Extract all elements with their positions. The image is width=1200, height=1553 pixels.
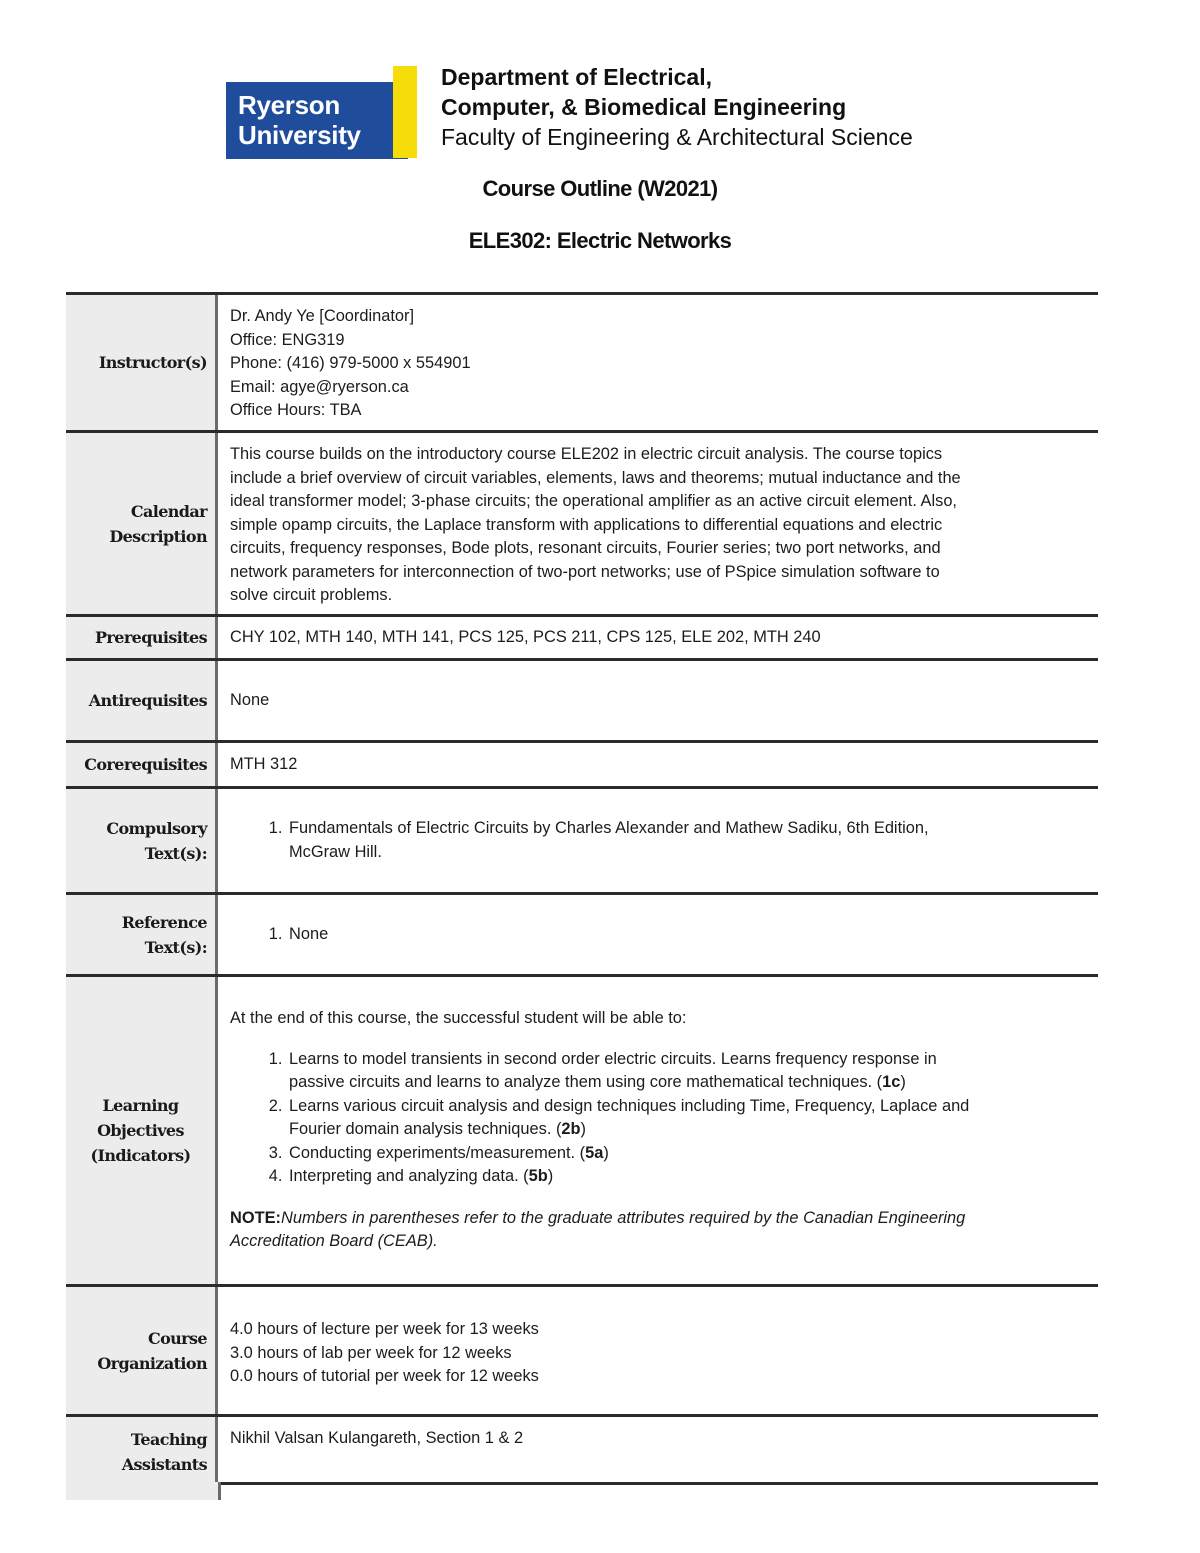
calendar-line: ideal transformer model; 3-phase circuits; the operational amplifier as an active circuit element. Also, bbox=[230, 492, 957, 510]
dept-line-1: Department of Electrical, bbox=[441, 64, 712, 90]
compulsory-label-2: Text(s): bbox=[144, 843, 207, 863]
antirequisites-label: Antirequisites bbox=[66, 661, 218, 740]
reference-list bbox=[230, 923, 1086, 947]
organization-label bbox=[66, 1287, 218, 1414]
row-prerequisites bbox=[66, 614, 1098, 658]
objective-close: ) bbox=[603, 1143, 609, 1162]
organization-label-1: Course bbox=[147, 1328, 207, 1348]
calendar-line: simple opamp circuits, the Laplace transform with applications to differential equations and electric bbox=[230, 515, 943, 534]
objective-close: ) bbox=[580, 1120, 587, 1138]
objectives-label-3: (Indicators) bbox=[90, 1146, 191, 1165]
objective-text: Conducting experiments/measurement. ( bbox=[289, 1143, 586, 1162]
objective-line bbox=[289, 1165, 1086, 1189]
calendar-line: circuits, frequency responses, Bode plots, resonant circuits, Fourier series; two port networks, and bbox=[230, 539, 941, 557]
calendar-label-2: Description bbox=[109, 526, 207, 546]
list-item bbox=[287, 1048, 1086, 1095]
assistants-label-2: Assistants bbox=[121, 1455, 207, 1474]
compulsory-item-line-2: McGraw Hill. bbox=[289, 842, 382, 861]
organization-line: 3.0 hours of lab per week for 12 weeks bbox=[230, 1343, 512, 1362]
note-text: Numbers in parentheses refer to the graduate attributes required by the Canadian Engineering bbox=[281, 1208, 966, 1227]
row-calendar-description bbox=[66, 430, 1098, 614]
row-course-organization bbox=[66, 1284, 1098, 1414]
reference-label-1: Reference bbox=[121, 912, 207, 932]
calendar-line: include a brief overview of circuit variables, elements, laws and theorems; mutual inductance and the bbox=[230, 468, 961, 487]
row-reference-texts bbox=[66, 892, 1098, 974]
note-label: NOTE: bbox=[230, 1208, 281, 1227]
logo-yellow-bar bbox=[393, 66, 417, 158]
compulsory-value bbox=[218, 789, 1098, 892]
objectives-intro: At the end of this course, the successful student will be able to: bbox=[230, 1009, 687, 1027]
objective-line bbox=[289, 1142, 1086, 1166]
assistants-label bbox=[66, 1417, 218, 1482]
instructor-line: Dr. Andy Ye [Coordinator] bbox=[230, 307, 415, 325]
objective-line bbox=[289, 1118, 1086, 1142]
corequisites-label: Corerequisites bbox=[66, 743, 218, 786]
prerequisites-value: CHY 102, MTH 140, MTH 141, PCS 125, PCS 211, CPS 125, ELE 202, MTH 240 bbox=[230, 627, 821, 646]
calendar-label bbox=[66, 433, 218, 614]
list-item bbox=[287, 1165, 1086, 1189]
list-item bbox=[287, 1142, 1086, 1166]
instructor-line: Phone: (416) 979-5000 x 554901 bbox=[230, 354, 471, 372]
next-row-divider bbox=[218, 1482, 221, 1500]
reference-label-2: Text(s): bbox=[144, 937, 207, 957]
dept-line-2: Computer, & Biomedical Engineering bbox=[441, 94, 847, 120]
corequisites-value: MTH 312 bbox=[230, 754, 298, 773]
objectives-value bbox=[218, 977, 1098, 1284]
course-outline-table bbox=[66, 292, 1098, 1485]
row-instructor bbox=[66, 292, 1098, 430]
objective-close: ) bbox=[547, 1167, 554, 1185]
logo-line-1: Ryerson bbox=[238, 90, 340, 120]
instructor-line: Email: agye@ryerson.ca bbox=[230, 377, 409, 396]
organization-label-2: Organization bbox=[97, 1353, 207, 1373]
note-line-2 bbox=[230, 1230, 1086, 1254]
row-compulsory-texts bbox=[66, 786, 1098, 892]
compulsory-label bbox=[66, 789, 218, 892]
objective-close: ) bbox=[900, 1073, 906, 1091]
list-item bbox=[287, 817, 1086, 864]
calendar-line: network parameters for interconnection of two-port networks; use of PSpice simulation software to bbox=[230, 562, 940, 581]
calendar-line: solve circuit problems. bbox=[230, 586, 393, 604]
course-title: ELE302: Electric Networks bbox=[468, 228, 732, 253]
row-teaching-assistants bbox=[66, 1414, 1098, 1485]
indicator-code: 5a bbox=[585, 1143, 604, 1162]
calendar-value bbox=[218, 433, 1098, 614]
row-antirequisites bbox=[66, 658, 1098, 740]
objectives-label bbox=[66, 977, 218, 1284]
antirequisites-value: None bbox=[230, 690, 270, 709]
indicator-code: 2b bbox=[561, 1120, 581, 1138]
objective-text: Fourier domain analysis techniques. ( bbox=[289, 1120, 562, 1138]
assistants-value: Nikhil Valsan Kulangareth, Section 1 & 2 bbox=[230, 1429, 524, 1447]
instructor-value bbox=[218, 295, 1098, 430]
faculty-line: Faculty of Engineering & Architectural Science bbox=[441, 124, 913, 150]
next-row-label-cell bbox=[66, 1482, 218, 1500]
compulsory-label-1: Compulsory bbox=[106, 818, 207, 838]
row-learning-objectives bbox=[66, 974, 1098, 1284]
assistants-label-1: Teaching bbox=[130, 1430, 207, 1449]
compulsory-item-line-1: 1. Fundamentals of Electric Circuits by Charles Alexander and Mathew Sadiku, 6th Edition, bbox=[289, 819, 929, 837]
note-line-1 bbox=[230, 1207, 1086, 1231]
logo-line-2: University bbox=[238, 120, 361, 150]
prerequisites-label: Prerequisites bbox=[66, 617, 218, 658]
objectives-label-2: Objectives bbox=[97, 1121, 184, 1140]
reference-label bbox=[66, 895, 218, 974]
reference-value bbox=[218, 895, 1098, 974]
indicator-code: 1c bbox=[882, 1073, 901, 1091]
instructor-label: Instructor(s) bbox=[66, 295, 218, 430]
objective-line: 1. Learns to model transients in second order electric circuits. Learns frequency response in bbox=[289, 1049, 937, 1068]
calendar-line: This course builds on the introductory course ELE202 in electric circuit analysis. The course topics bbox=[230, 445, 943, 463]
course-outline-title: Course Outline (W2021) bbox=[482, 176, 718, 201]
list-item bbox=[287, 1095, 1086, 1142]
ryerson-logo bbox=[226, 82, 408, 159]
objectives-note bbox=[230, 1207, 1086, 1254]
row-corequisites bbox=[66, 740, 1098, 786]
organization-value bbox=[218, 1287, 1098, 1414]
department-heading bbox=[441, 62, 913, 152]
list-item: 1. None bbox=[287, 923, 1086, 947]
objective-line bbox=[289, 1071, 1086, 1095]
indicator-code: 5b bbox=[528, 1167, 548, 1185]
compulsory-list bbox=[230, 817, 1086, 864]
objective-text: Interpreting and analyzing data. ( bbox=[289, 1167, 529, 1185]
objectives-list bbox=[230, 1048, 1086, 1189]
organization-line: 4.0 hours of lecture per week for 13 weeks bbox=[230, 1320, 539, 1339]
calendar-label-1: Calendar bbox=[130, 501, 207, 521]
instructor-line: Office: ENG319 bbox=[230, 330, 345, 349]
note-text-2: Accreditation Board (CEAB). bbox=[230, 1232, 438, 1250]
instructor-line: Office Hours: TBA bbox=[230, 401, 362, 419]
logo-text bbox=[238, 90, 361, 150]
objective-line: 2. Learns various circuit analysis and design techniques including Time, Frequency, Laplace and bbox=[289, 1096, 970, 1115]
objective-text: passive circuits and learns to analyze them using core mathematical techniques. ( bbox=[289, 1073, 883, 1091]
objectives-label-1: Learning bbox=[102, 1096, 179, 1115]
organization-line: 0.0 hours of tutorial per week for 12 weeks bbox=[230, 1367, 539, 1386]
